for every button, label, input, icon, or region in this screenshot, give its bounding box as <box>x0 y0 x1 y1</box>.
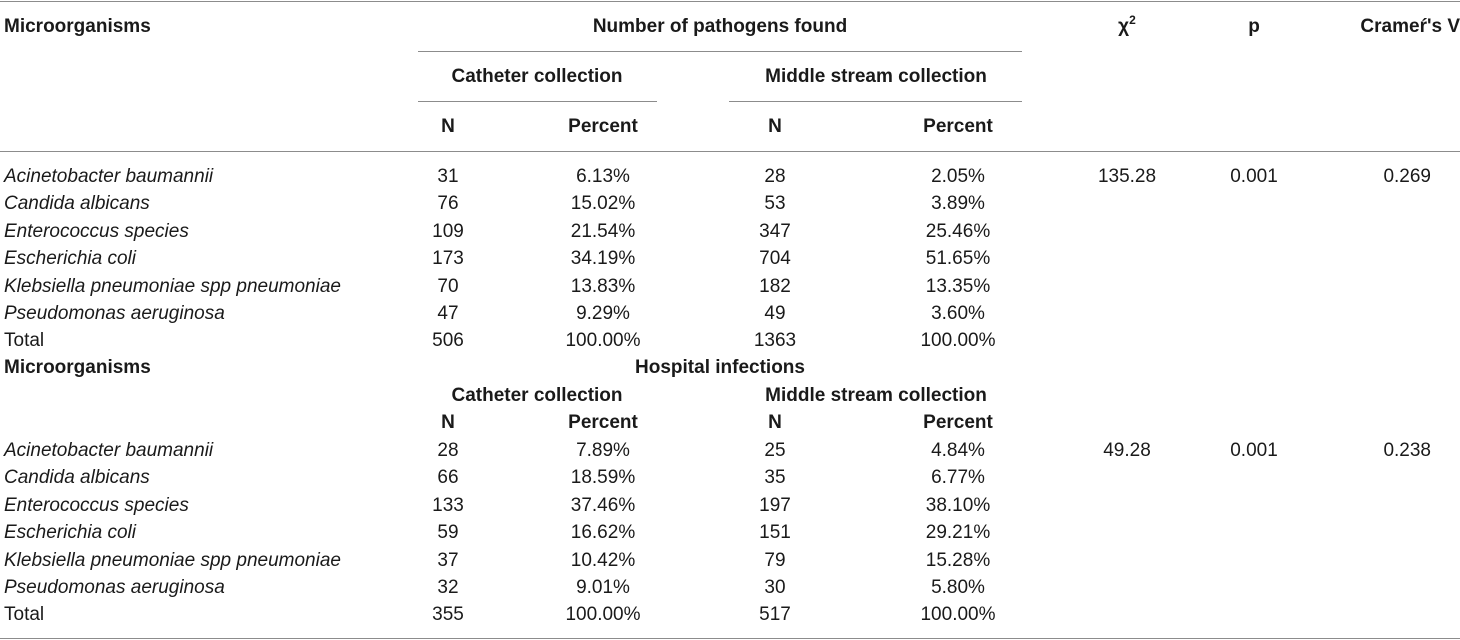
percent-cell: 9.29% <box>576 303 630 324</box>
percent-cell: 6.77% <box>931 467 985 489</box>
top-rule <box>0 1 1460 2</box>
count-cell: 32 <box>437 577 459 598</box>
count-cell: 517 <box>759 604 791 626</box>
s2-v: 0.238 <box>1383 440 1431 461</box>
percent-cell: 37.46% <box>570 494 636 516</box>
midstream-rule <box>729 101 1022 102</box>
count-cell: 197 <box>759 494 791 516</box>
percent-cell: 100.00% <box>565 330 641 352</box>
header-microorganisms: Microorganisms <box>4 16 151 37</box>
header-n2: N <box>768 116 782 137</box>
total-label: Total <box>4 330 45 352</box>
percent-cell: 16.62% <box>570 522 636 544</box>
percent-cell: 21.54% <box>570 220 636 242</box>
count-cell: 109 <box>432 220 464 242</box>
s2-percent1: Percent <box>568 412 638 433</box>
percent-cell: 6.13% <box>576 166 630 187</box>
organism-name: Candida albicans <box>4 467 150 489</box>
percent-cell: 2.05% <box>931 166 985 187</box>
s2-group: Hospital infections <box>635 357 805 378</box>
organism-name: Pseudomonas aeruginosa <box>4 577 225 598</box>
percent-cell: 13.83% <box>570 275 636 297</box>
count-cell: 173 <box>432 248 464 270</box>
organism-name: Enterococcus species <box>4 220 189 242</box>
percent-cell: 5.80% <box>931 577 985 598</box>
percent-cell: 7.89% <box>576 440 630 461</box>
organism-name: Escherichia coli <box>4 522 136 544</box>
percent-cell: 18.59% <box>570 467 636 489</box>
header-chi-square: $\chi^2$ <box>1118 13 1136 37</box>
s2-catheter: Catheter collection <box>451 385 623 406</box>
header-p: p <box>1248 16 1260 37</box>
count-cell: 35 <box>764 467 786 489</box>
count-cell: 66 <box>437 467 459 489</box>
count-cell: 704 <box>759 248 791 270</box>
s2-p: 0.001 <box>1230 440 1278 461</box>
percent-cell: 100.00% <box>565 604 641 626</box>
percent-cell: 13.35% <box>925 275 991 297</box>
s2-n2: N <box>768 412 782 433</box>
s1-v: 0.269 <box>1383 166 1431 187</box>
count-cell: 79 <box>764 549 786 571</box>
percent-cell: 9.01% <box>576 577 630 598</box>
count-cell: 1363 <box>753 330 797 352</box>
percent-cell: 100.00% <box>920 604 996 626</box>
organism-name: Acinetobacter baumannii <box>4 440 214 461</box>
count-cell: 506 <box>432 330 464 352</box>
organism-name: Escherichia coli <box>4 248 136 270</box>
count-cell: 47 <box>437 303 459 324</box>
count-cell: 30 <box>764 577 786 598</box>
organism-name: Klebsiella pneumoniae spp pneumoniae <box>4 275 341 297</box>
s2-midstream: Middle stream collection <box>765 385 987 406</box>
count-cell: 28 <box>764 166 786 187</box>
header-number-found: Number of pathogens found <box>592 16 848 37</box>
count-cell: 28 <box>437 440 459 461</box>
count-cell: 37 <box>437 549 459 571</box>
organism-name: Candida albicans <box>4 193 150 215</box>
organism-name: Enterococcus species <box>4 494 189 516</box>
count-cell: 25 <box>764 440 786 461</box>
count-cell: 76 <box>437 193 459 215</box>
header-catheter: Catheter collection <box>451 66 623 87</box>
count-cell: 151 <box>759 522 791 544</box>
count-cell: 347 <box>759 220 791 242</box>
percent-cell: 15.02% <box>570 193 636 215</box>
count-cell: 70 <box>437 275 459 297</box>
header-n1: N <box>441 116 455 137</box>
s1-chi2: 135.28 <box>1097 166 1157 187</box>
count-cell: 53 <box>764 193 786 215</box>
s2-chi2: 49.28 <box>1103 440 1151 461</box>
header-bottom-rule <box>0 151 1460 152</box>
count-cell: 133 <box>432 494 464 516</box>
percent-cell: 29.21% <box>925 522 991 544</box>
percent-cell: 4.84% <box>931 440 985 461</box>
s2-title: Microorganisms <box>4 357 151 378</box>
percent-cell: 10.42% <box>570 549 636 571</box>
percent-cell: 100.00% <box>920 330 996 352</box>
count-cell: 182 <box>759 275 791 297</box>
organism-name: Acinetobacter baumannii <box>4 166 214 187</box>
percent-cell: 15.28% <box>925 549 991 571</box>
s1-p: 0.001 <box>1230 166 1278 187</box>
header-midstream: Middle stream collection <box>765 66 987 87</box>
count-cell: 355 <box>432 604 464 626</box>
catheter-rule <box>418 101 657 102</box>
total-label: Total <box>4 604 45 626</box>
organism-name: Klebsiella pneumoniae spp pneumoniae <box>4 549 341 571</box>
percent-cell: 38.10% <box>925 494 991 516</box>
s2-percent2: Percent <box>923 412 993 433</box>
count-cell: 31 <box>437 166 459 187</box>
percent-cell: 34.19% <box>570 248 636 270</box>
organism-name: Pseudomonas aeruginosa <box>4 303 225 324</box>
header-percent1: Percent <box>568 116 638 137</box>
percent-cell: 25.46% <box>925 220 991 242</box>
group-rule <box>418 51 1022 52</box>
header-percent2: Percent <box>923 116 993 137</box>
header-cramers-v: Crameŕ's V <box>1360 16 1460 37</box>
s2-n1: N <box>441 412 455 433</box>
percent-cell: 3.89% <box>931 193 985 215</box>
count-cell: 59 <box>437 522 459 544</box>
percent-cell: 3.60% <box>931 303 985 324</box>
count-cell: 49 <box>764 303 786 324</box>
bottom-rule <box>0 638 1460 639</box>
percent-cell: 51.65% <box>925 248 991 270</box>
